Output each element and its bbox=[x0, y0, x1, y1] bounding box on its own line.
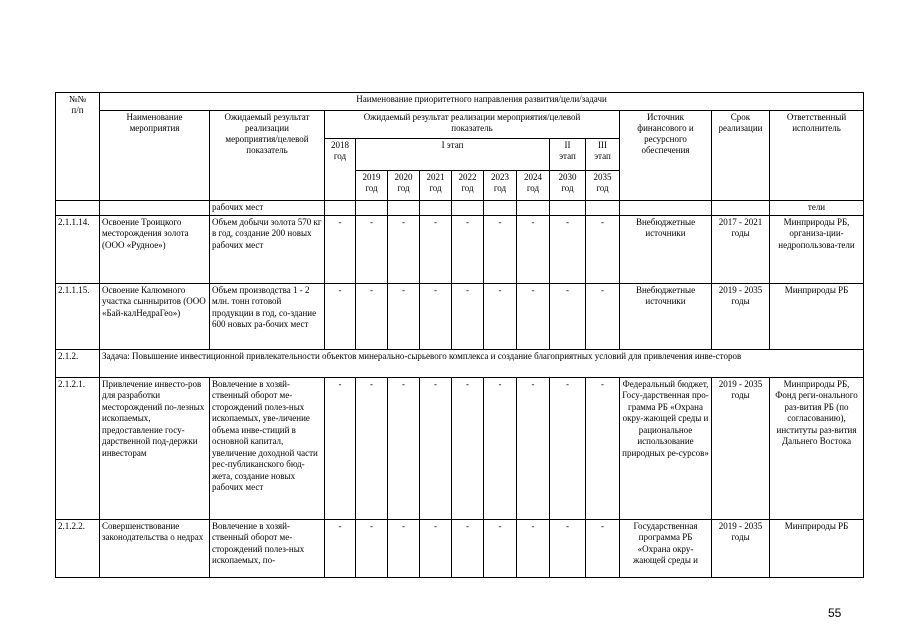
row-responsible: Минприроды РБ bbox=[770, 519, 864, 577]
row-name: Привлечение инвесто-ров для разработки месторождений по-лезных ископаемых, предоставление госу-дарственной под-держки инвесторам bbox=[100, 377, 210, 519]
continuation-expected: рабочих мест bbox=[210, 201, 325, 216]
table-row bbox=[56, 283, 864, 349]
table-row bbox=[56, 377, 864, 519]
row-value: - bbox=[325, 519, 356, 577]
row-value: - bbox=[452, 377, 484, 519]
table-row bbox=[56, 201, 864, 216]
row-value: - bbox=[517, 519, 550, 577]
header-stage-3: III этап bbox=[586, 139, 620, 171]
row-term: 2019 - 2035 годы bbox=[712, 377, 770, 519]
row-value: - bbox=[452, 519, 484, 577]
row-term: 2017 - 2021 годы bbox=[712, 215, 770, 283]
row-value: - bbox=[586, 283, 620, 349]
table-row bbox=[56, 519, 864, 577]
row-num: 2.1.1.15. bbox=[56, 283, 100, 349]
table-row bbox=[56, 215, 864, 283]
header-year: 2021 год bbox=[420, 171, 452, 201]
header-source: Источник финансового и ресурсного обеспечения bbox=[620, 111, 712, 201]
row-value: - bbox=[484, 215, 517, 283]
row-value: - bbox=[420, 377, 452, 519]
row-value: - bbox=[420, 519, 452, 577]
row-name: Освоение Калюмного участка сынныритов (ООО «Бай-калНедраГео») bbox=[100, 283, 210, 349]
header-year: 2019 год bbox=[356, 171, 388, 201]
row-value: - bbox=[517, 283, 550, 349]
row-value: - bbox=[356, 519, 388, 577]
row-value: - bbox=[420, 215, 452, 283]
row-value: - bbox=[452, 215, 484, 283]
task-text: Задача: Повышение инвестиционной привлекательности объектов минерально-сырьевого комплекса и создание благоприятных условий для привлечения инве-сторов bbox=[100, 349, 864, 377]
row-value: - bbox=[388, 215, 420, 283]
row-value: - bbox=[586, 519, 620, 577]
row-value: - bbox=[325, 283, 356, 349]
header-num: №№ п/п bbox=[56, 93, 100, 201]
row-responsible: Минприроды РБ, организа-ции-недропользова-тели bbox=[770, 215, 864, 283]
header-expected-values: Ожидаемый результат реализации мероприятия/целевой показатель bbox=[325, 111, 620, 139]
header-year: 2035 год bbox=[586, 171, 620, 201]
row-responsible: Минприроды РБ, Фонд реги-онального раз-вития РБ (по согласованию), институты раз-вития Дальнего Востока bbox=[770, 377, 864, 519]
header-year: 2030 год bbox=[550, 171, 586, 201]
row-value: - bbox=[484, 377, 517, 519]
row-num: 2.1.2.1. bbox=[56, 377, 100, 519]
row-value: - bbox=[586, 377, 620, 519]
row-value: - bbox=[517, 377, 550, 519]
row-name: Совершенствование законодательства о недрах bbox=[100, 519, 210, 577]
row-source: Федеральный бюджет, Госу-дарственная про-грамма РБ «Охрана окру-жающей среды и рациональное использование природных ре-сурсов» bbox=[620, 377, 712, 519]
continuation-responsible: тели bbox=[770, 201, 864, 216]
row-num: 2.1.2.2. bbox=[56, 519, 100, 577]
row-value: - bbox=[550, 283, 586, 349]
page-number: 55 bbox=[828, 606, 842, 620]
row-value: - bbox=[517, 215, 550, 283]
row-value: - bbox=[484, 283, 517, 349]
row-value: - bbox=[550, 519, 586, 577]
row-value: - bbox=[550, 377, 586, 519]
header-responsible: Ответственный исполнитель bbox=[770, 111, 864, 201]
header-year: 2024 год bbox=[517, 171, 550, 201]
row-value: - bbox=[586, 215, 620, 283]
header-stage-1: I этап bbox=[356, 139, 550, 171]
header-name: Наименование мероприятия bbox=[100, 111, 210, 201]
header-stage-2: II этап bbox=[550, 139, 586, 171]
header-term: Срок реализации bbox=[712, 111, 770, 201]
row-source: Внебюджетные источники bbox=[620, 215, 712, 283]
row-expected: Вовлечение в хозяй-ственный оборот ме-сторождений полез-ных ископаемых, уве-личение объема инве-стиций в основной капитал, увеличение доходной части рес-публиканского бюд-жета, создание новых рабочих мест bbox=[210, 377, 325, 519]
row-responsible: Минприроды РБ bbox=[770, 283, 864, 349]
row-value: - bbox=[325, 377, 356, 519]
task-num: 2.1.2. bbox=[56, 349, 100, 377]
row-value: - bbox=[452, 283, 484, 349]
header-expected: Ожидаемый результат реализации мероприятия/целевой показатель bbox=[210, 111, 325, 201]
header-year: 2022 год bbox=[452, 171, 484, 201]
row-num: 2.1.1.14. bbox=[56, 215, 100, 283]
task-row bbox=[56, 349, 864, 377]
row-term: 2019 - 2035 годы bbox=[712, 283, 770, 349]
row-value: - bbox=[550, 215, 586, 283]
row-name: Освоение Троицкого месторождения золота (ООО «Рудное») bbox=[100, 215, 210, 283]
row-expected: Вовлечение в хозяй-ственный оборот ме-сторождений полез-ных ископаемых, по- bbox=[210, 519, 325, 577]
row-value: - bbox=[325, 215, 356, 283]
row-value: - bbox=[356, 215, 388, 283]
row-source: Внебюджетные источники bbox=[620, 283, 712, 349]
row-expected: Объем добычи золота 570 кг в год, создание 200 новых рабочих мест bbox=[210, 215, 325, 283]
row-value: - bbox=[484, 519, 517, 577]
row-value: - bbox=[420, 283, 452, 349]
header-2018: 2018 год bbox=[325, 139, 356, 201]
row-value: - bbox=[388, 519, 420, 577]
row-value: - bbox=[388, 377, 420, 519]
row-term: 2019 - 2035 годы bbox=[712, 519, 770, 577]
row-expected: Объем производства 1 - 2 млн. тонн готовой продукции в год, со-здание 600 новых ра-бочих мест bbox=[210, 283, 325, 349]
row-source: Государственная программа РБ «Охрана окру-жающей среды и bbox=[620, 519, 712, 577]
row-value: - bbox=[356, 377, 388, 519]
header-year: 2020 год bbox=[388, 171, 420, 201]
row-value: - bbox=[388, 283, 420, 349]
row-value: - bbox=[356, 283, 388, 349]
measures-table bbox=[55, 92, 864, 578]
header-direction: Наименование приоритетного направления развития/цели/задачи bbox=[100, 93, 864, 111]
header-year: 2023 год bbox=[484, 171, 517, 201]
